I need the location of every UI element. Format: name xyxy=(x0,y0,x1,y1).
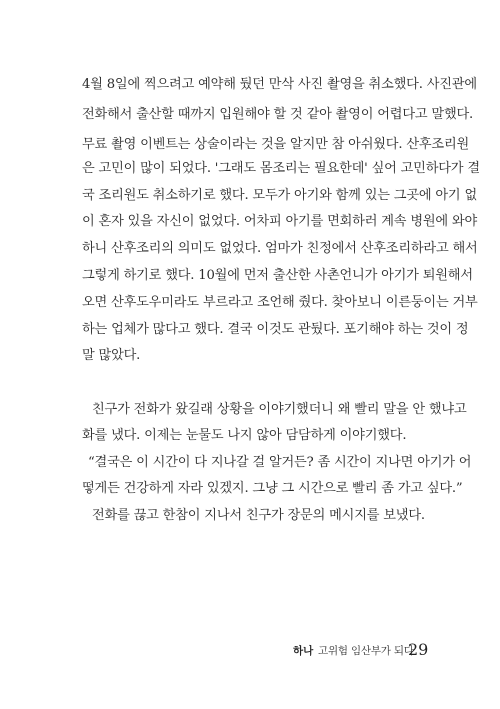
text-line: 은 고민이 많이 되었다. '그래도 몸조리는 필요한데' 싶어 고민하다가 결 xyxy=(82,161,480,176)
text-line: 오면 산후도우미라도 부르라고 조언해 줬다. 찾아보니 이른둥이는 거부 xyxy=(82,295,478,310)
footer-chapter: 하나 xyxy=(293,645,314,657)
text-line: 떻게든 건강하게 자라 있겠지. 그냥 그 시간으로 빨리 좀 가고 싶다.” xyxy=(82,481,463,496)
text-line: 하니 산후조리의 의미도 없었다. 엄마가 친정에서 산후조리하라고 해서 xyxy=(82,241,478,256)
text-line: “결국은 이 시간이 다 지나갈 걸 알거든? 좀 시간이 지나면 아기가 어 xyxy=(88,455,472,470)
page-number: 29 xyxy=(408,640,429,659)
text-line: 무료 촬영 이벤트는 상술이라는 것을 알지만 참 아쉬웠다. 산후조리원 xyxy=(82,137,470,152)
text-line: 이 혼자 있을 자신이 없었다. 어차피 아기를 면회하러 계속 병원에 와야 xyxy=(82,214,478,229)
text-line: 친구가 전화가 왔길래 상황을 이야기했더니 왜 빨리 말을 안 했냐고 xyxy=(92,402,467,417)
text-line: 그렇게 하기로 했다. 10월에 먼저 출산한 사촌언니가 아기가 퇴원해서 xyxy=(82,268,473,283)
running-footer xyxy=(0,640,500,662)
text-line: 하는 업체가 많다고 했다. 결국 이것도 관뒀다. 포기해야 하는 것이 정 xyxy=(82,322,469,337)
text-line: 화를 냈다. 이제는 눈물도 나지 않아 담담하게 이야기했다. xyxy=(82,428,407,443)
text-line: 전화해서 출산할 때까지 입원해야 할 것 같아 촬영이 어렵다고 말했다. xyxy=(82,107,474,122)
text-line: 말 많았다. xyxy=(82,348,141,363)
text-line: 전화를 끊고 한참이 지나서 친구가 장문의 메시지를 보냈다. xyxy=(92,508,425,523)
text-line: 국 조리원도 취소하기로 했다. 모두가 아기와 함께 있는 그곳에 아기 없 xyxy=(82,188,478,203)
text-line: 4월 8일에 찍으려고 예약해 뒀던 만삭 사진 촬영을 취소했다. 사진관에 xyxy=(82,77,477,92)
footer-chapter-title: 고위험 임산부가 되다 xyxy=(318,645,414,657)
